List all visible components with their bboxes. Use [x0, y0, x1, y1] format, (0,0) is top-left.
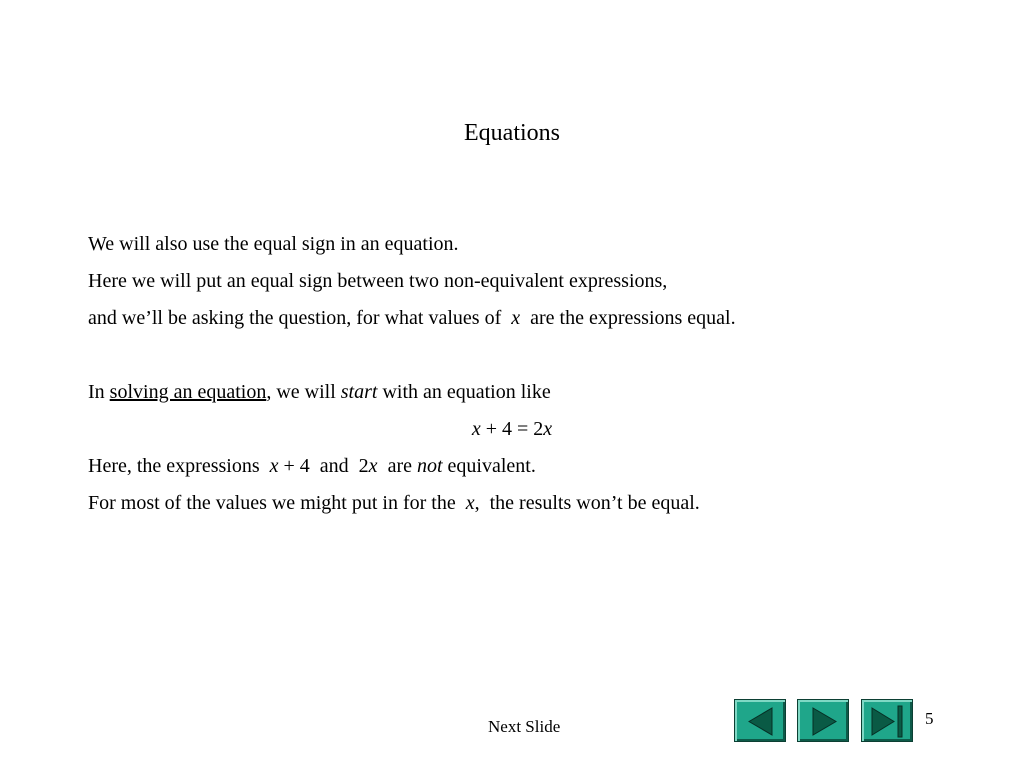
text-segment: + 4 and 2: [278, 455, 369, 477]
italic-not: not: [416, 455, 443, 477]
next-icon: [798, 700, 850, 743]
variable-x: x: [368, 455, 378, 477]
last-slide-button[interactable]: [861, 699, 913, 742]
previous-slide-button[interactable]: [734, 699, 786, 742]
text-line-4: [88, 379, 551, 405]
previous-icon: [735, 700, 787, 743]
text-segment: , the results won’t be equal.: [474, 492, 700, 514]
text-segment: are the expressions equal.: [520, 307, 736, 329]
variable-x: x: [511, 307, 521, 329]
text-segment: are: [377, 455, 417, 477]
equation: [0, 416, 1024, 442]
page-number: 5: [925, 709, 934, 728]
text-line-2: Here we will put an equal sign between two non-equivalent expressions,: [88, 270, 668, 292]
text-segment: , we will: [266, 381, 341, 403]
text-line-1: We will also use the equal sign in an equation.: [88, 233, 459, 255]
text-segment: For most of the values we might put in for the: [88, 492, 466, 514]
text-segment: Here, the expressions: [88, 455, 270, 477]
text-line-6: [88, 453, 536, 479]
variable-x: x: [543, 418, 553, 440]
equation-middle: + 4 = 2: [480, 418, 544, 440]
next-slide-button[interactable]: [797, 699, 849, 742]
variable-x: x: [471, 418, 481, 440]
text-segment: and we’ll be asking the question, for what values of: [88, 307, 512, 329]
next-slide-link[interactable]: Next Slide: [488, 717, 561, 736]
text-line-7: [88, 490, 700, 516]
variable-x: x: [465, 492, 475, 514]
solving-equation-link[interactable]: solving an equation: [109, 381, 267, 403]
last-icon: [862, 700, 914, 743]
text-segment: In: [88, 381, 110, 403]
text-segment: equivalent.: [442, 455, 536, 477]
text-segment: with an equation like: [377, 381, 551, 403]
variable-x: x: [269, 455, 279, 477]
slide-title: Equations: [464, 120, 560, 146]
italic-start: start: [340, 381, 378, 403]
text-line-3: [88, 305, 736, 331]
